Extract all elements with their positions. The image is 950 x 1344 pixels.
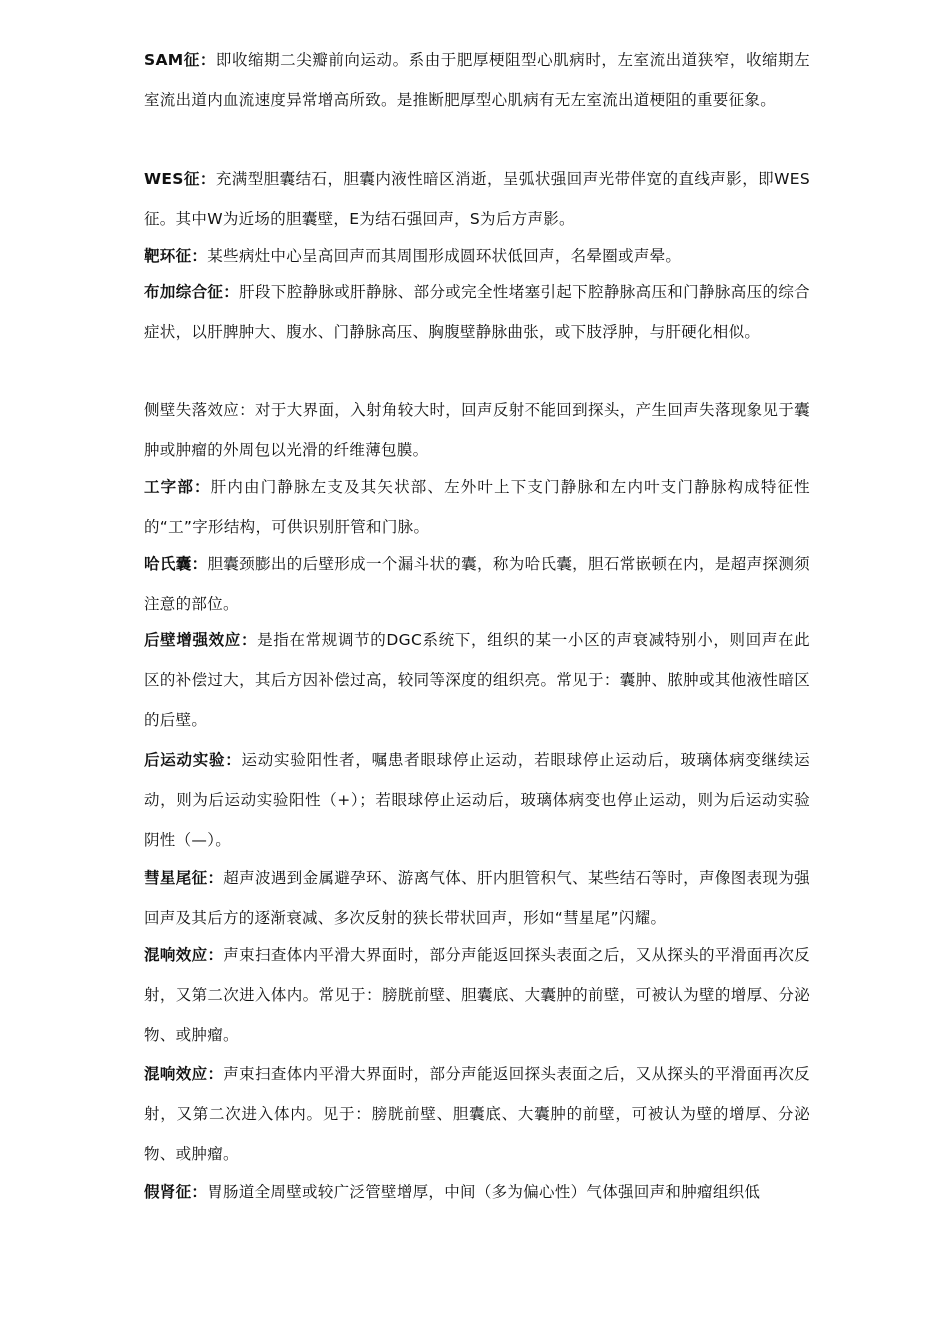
entry-definition: 胃肠道全周壁或较广泛管壁增厚，中间（多为偏心性）气体强回声和肿瘤组织低 [207,1183,761,1201]
definition-entry-reverberation-1 [144,935,810,1055]
entry-term: 侧壁失落效应 [144,401,240,419]
definition-entry-budd-chiari [144,272,810,352]
entry-definition: 声束扫查体内平滑大界面时，部分声能返回探头表面之后，又从探头的平滑面再次反射，又第二次进入体内。见于：膀胱前壁、胆囊底、大囊肿的前壁，可被认为壁的增厚、分泌物、或肿瘤。 [144,1065,810,1163]
entry-separator: ： [191,1183,208,1201]
entry-term: 彗星尾征 [144,869,208,887]
entry-separator: ： [194,478,211,496]
entry-term: 混响效应 [144,1065,208,1083]
definition-entry-reverberation-2 [144,1054,810,1174]
definition-entry-h-shape [144,467,810,547]
entry-term: 假肾征 [144,1183,192,1201]
definition-entry-after-movement-test [144,740,810,860]
entry-separator: ： [199,170,216,188]
entry-term: 布加综合征 [144,283,224,301]
entry-term: 工字部 [144,478,195,496]
definition-entry-comet-tail [144,858,810,938]
entry-term: WES征 [144,170,200,188]
entry-term: 后运动实验 [144,751,226,769]
entry-definition: 对于大界面，入射角较大时，回声反射不能回到探头，产生回声失落现象见于囊肿或肿瘤的外周包以光滑的纤维薄包膜。 [144,401,810,459]
definition-entry-wes-sign [144,159,810,239]
definition-entry-target-sign [144,236,810,276]
definition-entry-sam-sign [144,40,810,120]
definition-entry-lateral-dropout [144,390,810,470]
entry-separator: ： [207,869,224,887]
entry-term: SAM征 [144,51,200,69]
entry-definition: 肝段下腔静脉或肝静脉、部分或完全性堵塞引起下腔静脉高压和门静脉高压的综合症状，以肝脾肿大、腹水、门静脉高压、胸腹壁静脉曲张，或下肢浮肿，与肝硬化相似。 [144,283,810,341]
entry-separator: ： [191,247,208,265]
entry-definition: 运动实验阳性者，嘱患者眼球停止运动，若眼球停止运动后，玻璃体病变继续运动，则为后运动实验阳性（+）；若眼球停止运动后，玻璃体病变也停止运动，则为后运动实验阴性（—）。 [144,751,810,849]
entry-definition: 某些病灶中心呈高回声而其周围形成圆环状低回声，名晕圈或声晕。 [207,247,682,265]
entry-separator: ： [223,283,240,301]
entry-definition: 是指在常规调节的DGC系统下，组织的某一小区的声衰减特别小，则回声在此区的补偿过大，其后方因补偿过高，较同等深度的组织亮。常见于：囊肿、脓肿或其他液性暗区的后壁。 [144,631,810,729]
entry-term: 混响效应 [144,946,208,964]
entry-separator: ： [225,751,242,769]
entry-term: 后壁增强效应 [144,631,241,649]
entry-definition: 胆囊颈膨出的后壁形成一个漏斗状的囊，称为哈氏囊，胆石常嵌顿在内，是超声探测须注意的部位。 [144,555,810,613]
entry-definition: 充满型胆囊结石，胆囊内液性暗区消逝，呈弧状强回声光带伴宽的直线声影，即WES征。其中W为近场的胆囊壁，E为结石强回声，S为后方声影。 [144,170,810,228]
definition-entry-posterior-enhancement [144,620,810,740]
entry-separator: ： [239,401,256,419]
entry-separator: ： [191,555,208,573]
entry-separator: ： [207,1065,224,1083]
entry-term: 靶环征 [144,247,192,265]
entry-separator: ： [199,51,216,69]
definition-entry-pseudo-kidney [144,1172,810,1212]
definition-entry-hartmann-pouch [144,544,810,624]
entry-separator: ： [240,631,258,649]
entry-definition: 即收缩期二尖瓣前向运动。系由于肥厚梗阻型心肌病时，左室流出道狭窄，收缩期左室流出道内血流速度异常增高所致。是推断肥厚型心肌病有无左室流出道梗阻的重要征象。 [144,51,810,109]
entry-definition: 超声波遇到金属避孕环、游离气体、肝内胆管积气、某些结石等时，声像图表现为强回声及其后方的逐渐衰减、多次反射的狭长带状回声，形如“彗星尾”闪耀。 [144,869,810,927]
entry-separator: ： [207,946,224,964]
entry-term: 哈氏囊 [144,555,192,573]
entry-definition: 声束扫查体内平滑大界面时，部分声能返回探头表面之后，又从探头的平滑面再次反射，又第二次进入体内。常见于：膀胱前壁、胆囊底、大囊肿的前壁，可被认为壁的增厚、分泌物、或肿瘤。 [144,946,810,1044]
entry-definition: 肝内由门静脉左支及其矢状部、左外叶上下支门静脉和左内叶支门静脉构成特征性的“工”字形结构，可供识别肝管和门脉。 [144,478,810,536]
